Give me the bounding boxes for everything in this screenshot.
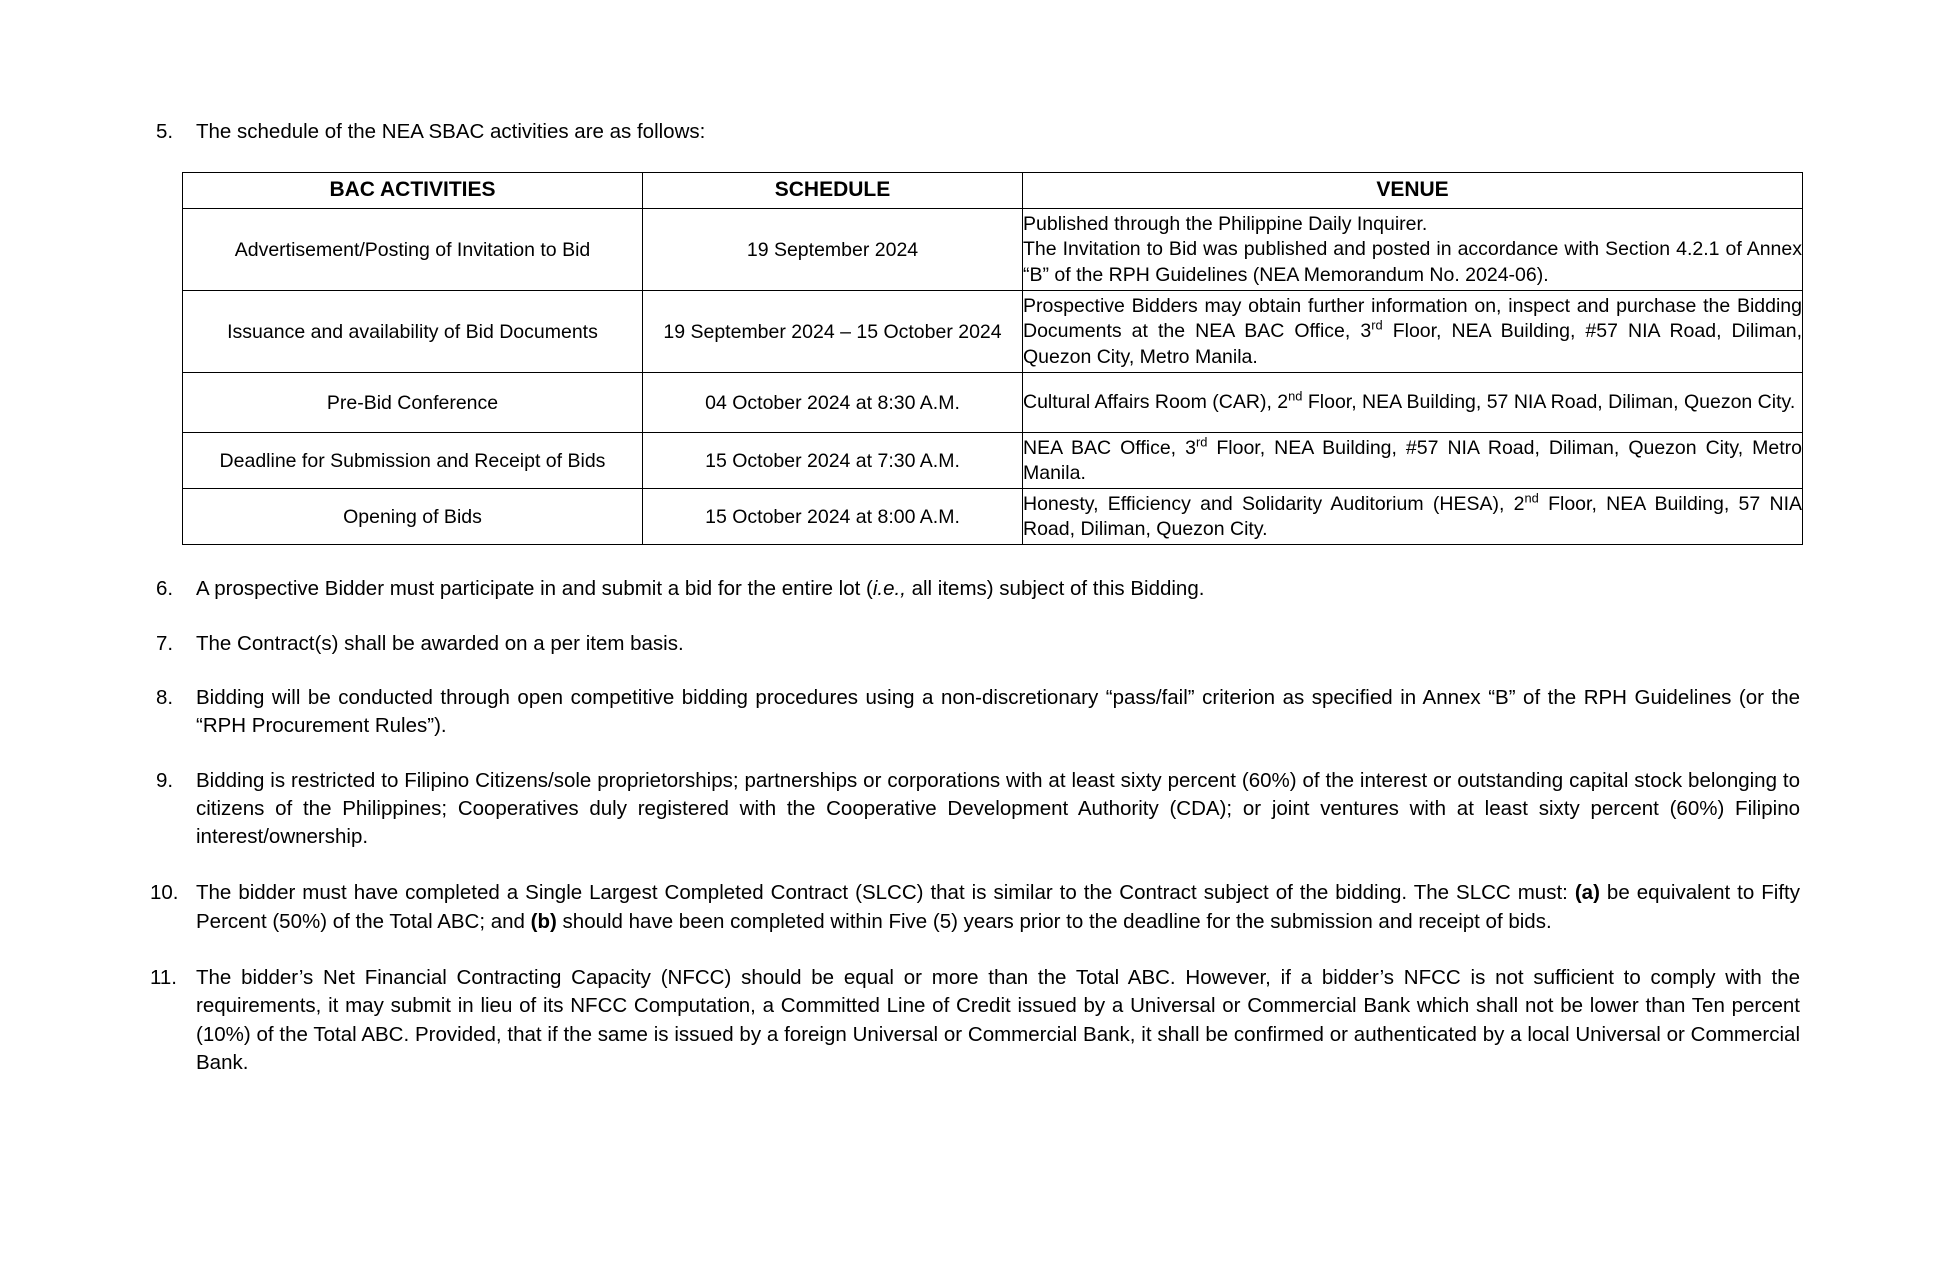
header-venue: VENUE — [1023, 173, 1803, 209]
text-after-italic: all items) subject of this Bidding. — [905, 577, 1205, 601]
cell-activity: Opening of Bids — [183, 489, 643, 545]
italic-ie: i.e., — [872, 577, 906, 601]
table-header-row — [183, 173, 1803, 209]
header-bac-activities: BAC ACTIVITIES — [183, 173, 643, 209]
cell-venue — [1023, 489, 1803, 545]
cell-venue — [1023, 373, 1803, 433]
cell-schedule: 15 October 2024 at 8:00 A.M. — [643, 489, 1023, 545]
venue-text-post: Floor, NEA Building, 57 NIA Road, Diliman, Quezon City. — [1023, 492, 1802, 540]
header-schedule: SCHEDULE — [643, 173, 1023, 209]
bold-label-b: (b) — [530, 909, 557, 933]
list-number-11: 11. — [150, 966, 177, 989]
venue-text-pre: NEA BAC Office, 3 — [1023, 436, 1196, 459]
list-number-6: 6. — [156, 577, 174, 601]
list-item-8 — [150, 684, 1800, 741]
list-text-11: The bidder’s Net Financial Contracting Capacity (NFCC) should be equal or more than the Total ABC. However, if a bidder’s NFCC is not sufficient to comply with the requirements, it may submit in lieu of its NFCC Computation, a Committed Line of Credit issued by a Universal or Commercial Bank which shall not be lower than Ten percent (10%) of the Total ABC. Provided, that if the same is issued by a foreign Universal or Commercial Bank, it shall be confirmed or authenticated by a local Universal or Commercial Bank. — [196, 966, 1800, 1074]
ordinal-suffix: nd — [1524, 490, 1539, 506]
cell-schedule: 19 September 2024 – 15 October 2024 — [643, 291, 1023, 373]
table-row — [183, 373, 1803, 433]
cell-schedule: 15 October 2024 at 7:30 A.M. — [643, 433, 1023, 489]
bold-label-a: (a) — [1574, 881, 1600, 905]
table-row — [183, 489, 1803, 545]
list-text-7: The Contract(s) shall be awarded on a per item basis. — [196, 631, 684, 655]
cell-venue — [1023, 291, 1803, 373]
cell-activity: Issuance and availability of Bid Documents — [183, 291, 643, 373]
list-item-9 — [150, 767, 1800, 852]
cell-activity: Pre-Bid Conference — [183, 373, 643, 433]
venue-text-post: Floor, NEA Building, #57 NIA Road, Diliman, Quezon City, Metro Manila. — [1023, 320, 1802, 368]
ordinal-suffix: rd — [1195, 434, 1208, 450]
list-item-11 — [150, 964, 1800, 1077]
venue-line-2: The Invitation to Bid was published and posted in accordance with Section 4.2.1 of Annex “B” of the RPH Guidelines (NEA Memorandum No. 2024-06). — [1023, 238, 1802, 286]
table-row — [183, 209, 1803, 291]
list-item-6 — [150, 575, 1800, 603]
schedule-table — [182, 172, 1803, 545]
list-item-5 — [150, 118, 1800, 146]
list-text-5: The schedule of the NEA SBAC activities are as follows: — [196, 120, 706, 143]
venue-text-pre: Cultural Affairs Room (CAR), 2 — [1023, 391, 1289, 414]
cell-activity: Advertisement/Posting of Invitation to Bid — [183, 209, 643, 291]
list-number-7: 7. — [156, 631, 174, 655]
text-part-3: should have been completed within Five (5) years prior to the deadline for the submission and receipt of bids. — [556, 909, 1552, 933]
venue-text-pre: Prospective Bidders may obtain further information on, inspect and purchase the Bidding Documents at the NEA BAC Office, 3 — [1023, 294, 1802, 343]
schedule-table-wrapper — [182, 172, 1800, 545]
ordinal-suffix: nd — [1288, 388, 1303, 404]
list-number-5: 5. — [156, 120, 174, 143]
venue-text-post: Floor, NEA Building, #57 NIA Road, Diliman, Quezon City, Metro Manila. — [1023, 436, 1802, 484]
list-number-8: 8. — [156, 686, 174, 710]
venue-line-1: Published through the Philippine Daily Inquirer. — [1023, 212, 1428, 235]
venue-text-post: Floor, NEA Building, 57 NIA Road, Diliman, Quezon City. — [1302, 391, 1796, 414]
list-text-6 — [196, 575, 1800, 603]
text-before-italic: A prospective Bidder must participate in and submit a bid for the entire lot ( — [196, 577, 873, 601]
cell-activity: Deadline for Submission and Receipt of Bids — [183, 433, 643, 489]
list-text-8: Bidding will be conducted through open competitive bidding procedures using a non-discretionary “pass/fail” criterion as specified in Annex “B” of the RPH Guidelines (or the “RPH Procurement Rules”). — [196, 686, 1800, 738]
cell-schedule: 04 October 2024 at 8:30 A.M. — [643, 373, 1023, 433]
cell-venue — [1023, 433, 1803, 489]
venue-text-pre: Honesty, Efficiency and Solidarity Auditorium (HESA), 2 — [1023, 492, 1525, 515]
table-row — [183, 291, 1803, 373]
cell-schedule: 19 September 2024 — [643, 209, 1023, 291]
cell-venue — [1023, 209, 1803, 291]
list-number-9: 9. — [156, 768, 174, 792]
text-part-2: be equivalent to Fifty Percent (50%) of the Total ABC; and — [196, 881, 1800, 933]
list-number-10: 10. — [150, 881, 179, 905]
list-item-7 — [150, 630, 1800, 658]
text-part-1: The bidder must have completed a Single Largest Completed Contract (SLCC) that is similar to the Contract subject of the bidding. The SLCC must: — [196, 881, 1575, 905]
list-text-9: Bidding is restricted to Filipino Citizens/sole proprietorships; partnerships or corporations with at least sixty percent (60%) of the interest or outstanding capital stock belonging to citizens of the Philippines; Cooperatives duly registered with the Cooperative Development Authority (CDA); or joint ventures with at least sixty percent (60%) Filipino interest/ownership. — [196, 768, 1800, 849]
ordinal-suffix: rd — [1371, 317, 1383, 333]
list-item-10 — [150, 879, 1800, 936]
table-row — [183, 433, 1803, 489]
list-text-10 — [196, 879, 1800, 936]
